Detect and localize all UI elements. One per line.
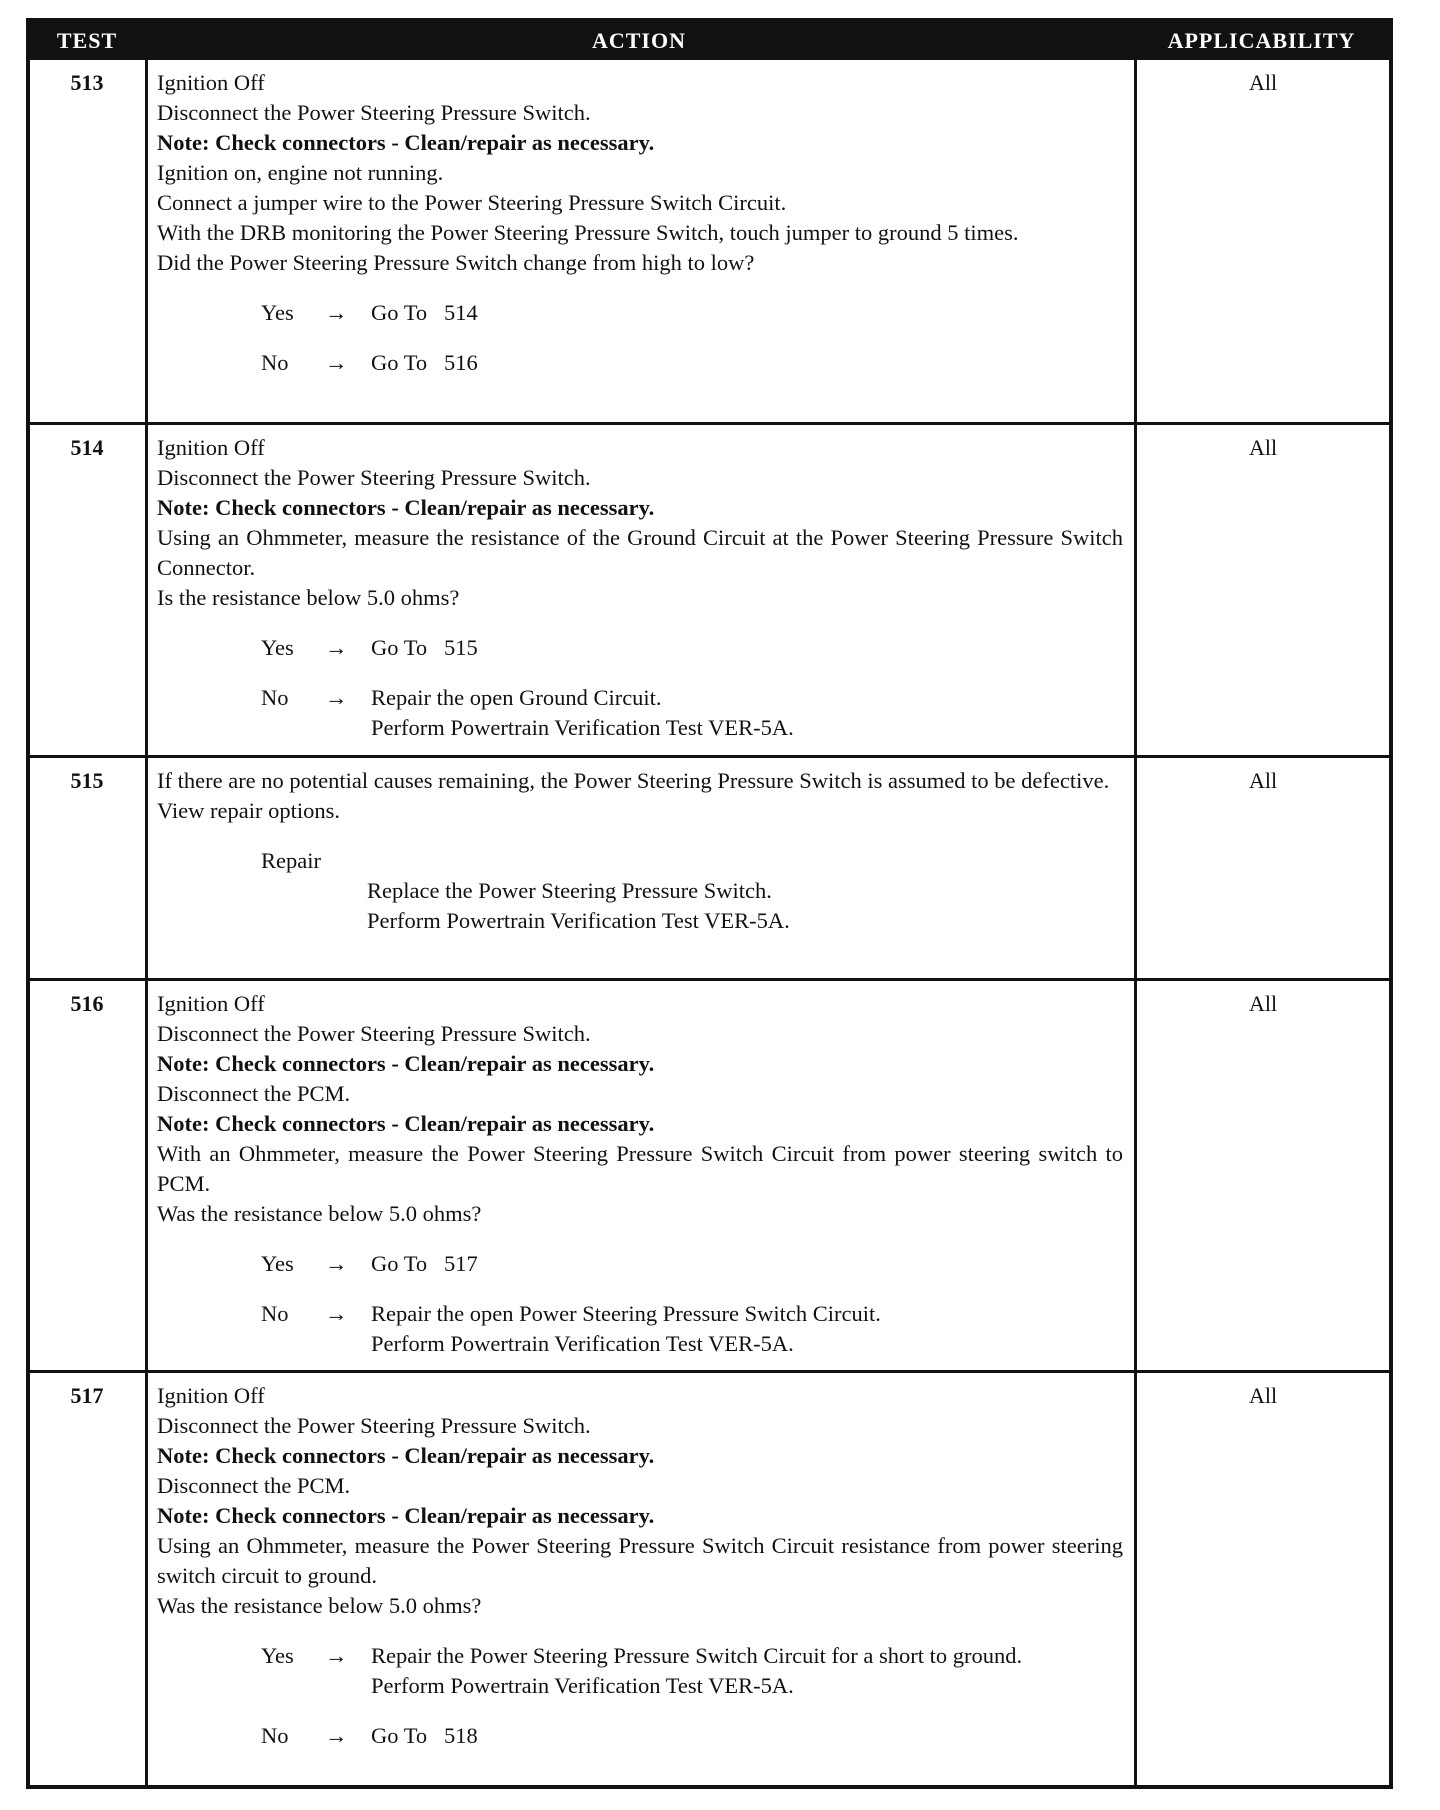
test-number: 517 [70,1383,104,1408]
action-line: Did the Power Steering Pressure Switch change from high to low? [157,250,755,275]
repair-label: Repair [261,848,321,873]
applicability: All [1248,991,1278,1016]
action-line: Ignition Off [157,435,265,460]
action-line: Ignition Off [157,991,265,1016]
yes-result [371,1641,1123,1701]
result-line: Repair the Power Steering Pressure Switch Circuit for a short to ground. [371,1643,1023,1668]
arrow-icon: → [325,1643,348,1668]
no-label: No [261,1301,289,1326]
yes-result: Go To 515 [371,635,478,660]
test-number: 515 [70,768,104,793]
no-label: No [261,350,289,375]
test-number: 516 [70,991,104,1016]
action-line: Disconnect the PCM. [157,1081,351,1106]
applicability: All [1248,70,1278,95]
applicability: All [1248,768,1278,793]
action-line: If there are no potential causes remaining, the Power Steering Pressure Switch is assumed to be defective. [157,768,1110,793]
action-line: Was the resistance below 5.0 ohms? [157,1201,482,1226]
action-line: View repair options. [157,798,340,823]
repair-step: Replace the Power Steering Pressure Switch. [367,878,772,903]
note-line: Note: Check connectors - Clean/repair as necessary. [157,495,655,520]
arrow-icon: → [325,1251,348,1276]
action-line: Disconnect the Power Steering Pressure Switch. [157,465,591,490]
note-line: Note: Check connectors - Clean/repair as necessary. [157,130,655,155]
action-line: Connect a jumper wire to the Power Steering Pressure Switch Circuit. [157,190,787,215]
no-label: No [261,1723,289,1748]
yes-option [157,633,1123,663]
arrow-icon: → [325,300,348,325]
arrow-icon: → [325,350,348,375]
action-line: Disconnect the Power Steering Pressure Switch. [157,1021,591,1046]
table-row [30,1373,1389,1785]
action-line: Disconnect the PCM. [157,1473,351,1498]
repair-step: Perform Powertrain Verification Test VER-5A. [367,908,790,933]
yes-option [157,298,1123,328]
no-option [157,348,1123,378]
yes-label: Yes [261,1643,294,1668]
arrow-icon: → [325,1723,348,1748]
action-line: Ignition on, engine not running. [157,160,444,185]
note-line: Note: Check connectors - Clean/repair as necessary. [157,1443,655,1468]
note-line: Note: Check connectors - Clean/repair as necessary. [157,1051,655,1076]
action-text [157,68,1123,378]
note-line: Note: Check connectors - Clean/repair as necessary. [157,1111,655,1136]
action-line: Disconnect the Power Steering Pressure Switch. [157,1413,591,1438]
action-text [157,989,1123,1359]
table-row [30,60,1389,422]
test-number: 514 [70,435,104,460]
test-number: 513 [70,70,104,95]
table-row [30,758,1389,978]
action-line: Was the resistance below 5.0 ohms? [157,1593,482,1618]
no-result: Go To 518 [371,1723,478,1748]
action-line: Disconnect the Power Steering Pressure Switch. [157,100,591,125]
applicability: All [1248,435,1278,460]
no-label: No [261,685,289,710]
action-line: Is the resistance below 5.0 ohms? [157,585,460,610]
result-line: Perform Powertrain Verification Test VER-5A. [371,1331,794,1356]
action-text [157,433,1123,743]
result-line: Perform Powertrain Verification Test VER-5A. [371,1673,794,1698]
yes-label: Yes [261,1251,294,1276]
note-line: Note: Check connectors - Clean/repair as necessary. [157,1503,655,1528]
action-text [157,1381,1123,1751]
yes-option [157,1641,1123,1701]
action-line: With the DRB monitoring the Power Steering Pressure Switch, touch jumper to ground 5 times. [157,220,1019,245]
yes-result: Go To 514 [371,300,478,325]
header-applicability: APPLICABILITY [1167,28,1356,53]
no-result [371,683,1123,743]
no-result [371,1299,1123,1359]
action-line: Using an Ohmmeter, measure the Power Steering Pressure Switch Circuit resistance from power steering switch circuit to ground. [157,1533,1123,1588]
header-test: TEST [56,28,118,53]
no-option [157,1721,1123,1751]
arrow-icon: → [325,635,348,660]
result-line: Perform Powertrain Verification Test VER-5A. [371,715,794,740]
arrow-icon: → [325,1301,348,1326]
action-text [157,766,1123,936]
yes-result: Go To 517 [371,1251,478,1276]
table-row [30,425,1389,755]
no-result: Go To 516 [371,350,478,375]
action-line: Ignition Off [157,70,265,95]
yes-option [157,1249,1123,1279]
action-line: Ignition Off [157,1383,265,1408]
table-row [30,981,1389,1370]
yes-label: Yes [261,300,294,325]
yes-label: Yes [261,635,294,660]
no-option [157,683,1123,743]
header-action: ACTION [591,28,686,53]
table-header [30,22,1389,60]
action-line: Using an Ohmmeter, measure the resistance of the Ground Circuit at the Power Steering Pressure Switch Connector. [157,525,1123,580]
applicability: All [1248,1383,1278,1408]
result-line: Repair the open Power Steering Pressure Switch Circuit. [371,1301,881,1326]
diagnostic-table [26,18,1393,1789]
no-option [157,1299,1123,1359]
arrow-icon: → [325,685,348,710]
action-line: With an Ohmmeter, measure the Power Steering Pressure Switch Circuit from power steering switch to PCM. [157,1141,1123,1196]
repair-steps [367,876,1123,936]
result-line: Repair the open Ground Circuit. [371,685,662,710]
